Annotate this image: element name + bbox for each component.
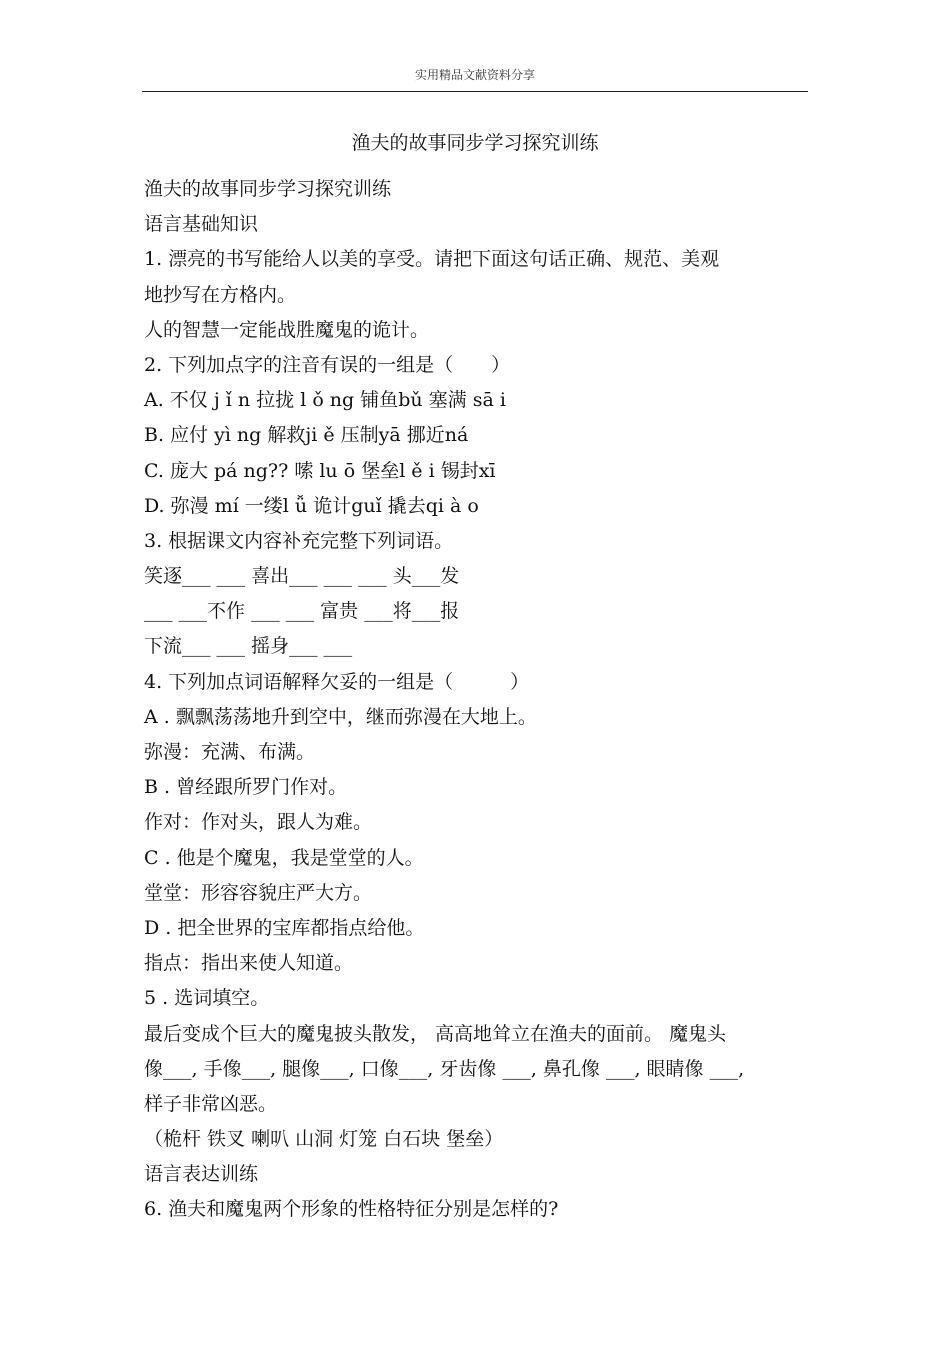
option-b: B . 曾经跟所罗门作对。 [144,776,348,799]
word-choices: （桅杆 铁叉 喇叭 山洞 灯笼 白石块 堡垒） [144,1128,504,1151]
document-title: 渔夫的故事同步学习探究训练 [351,132,599,154]
section-heading: 语言表达训练 [144,1163,259,1186]
question-1: 1. 漂亮的书写能给人以美的享受。请把下面这句话正确、规范、美观 [144,248,720,271]
fill-blank-line: 笑逐___ ___ 喜出___ ___ ___ 头___发 [144,565,460,588]
option-a-explanation: 弥漫：充满、布满。 [144,741,316,763]
document-body [144,172,824,1228]
option-b: B. 应付 yì ng 解救ji ě 压制yā 挪近ná [144,424,469,447]
option-d: D. 弥漫 mí 一缕l ǚ 诡计guǐ 撬去qi à o [144,494,479,517]
option-d-explanation: 指点：指出来使人知道。 [144,952,354,975]
header-rule [142,91,808,92]
question-1-cont: 地抄写在方格内。 [144,283,297,306]
passage-line: 最后变成个巨大的魔鬼披头散发， 高高地耸立在渔夫的面前。 魔鬼头 [144,1022,727,1045]
option-c: C. 庞大 pá ng?? 嗦 lu ō 堡垒l ě i 锡封xī [144,459,496,482]
option-d: D . 把全世界的宝库都指点给他。 [144,916,425,939]
option-a: A. 不仅 j ǐ n 拉拢 l ǒ ng 铺鱼bǔ 塞满 sā i [144,389,506,412]
question-4: 4. 下列加点词语解释欠妥的一组是（ ） [144,670,530,693]
option-c: C . 他是个魔鬼，我是堂堂的人。 [144,846,424,869]
page-header: 实用精品文献资料分享 [414,68,535,82]
question-5: 5 . 选词填空。 [144,987,270,1010]
option-a: A . 飘飘荡荡地升到空中，继而弥漫在大地上。 [144,705,537,728]
question-1-sentence: 人的智慧一定能战胜魔鬼的诡计。 [144,318,430,341]
section-heading: 语言基础知识 [144,213,259,236]
question-3: 3. 根据课文内容补充完整下列词语。 [144,529,454,552]
question-2: 2. 下列加点字的注音有误的一组是（ ） [144,353,511,376]
body-line: 渔夫的故事同步学习探究训练 [144,178,392,200]
fill-blank-line: 下流___ ___ 摇身___ ___ [144,635,353,658]
option-c-explanation: 堂堂：形容容貌庄严大方。 [144,881,373,904]
passage-line: 样子非常凶恶。 [144,1092,278,1115]
option-b-explanation: 作对：作对头，跟人为难。 [144,811,373,834]
fill-blank-line: ___ ___不作 ___ ___ 富贵 ___将___报 [144,600,460,623]
passage-line: 像___, 手像___, 腿像___, 口像___, 牙齿像 ___, 鼻孔像 ___, 眼睛像 ___, [144,1057,745,1080]
question-6: 6. 渔夫和魔鬼两个形象的性格特征分别是怎样的? [144,1198,559,1221]
